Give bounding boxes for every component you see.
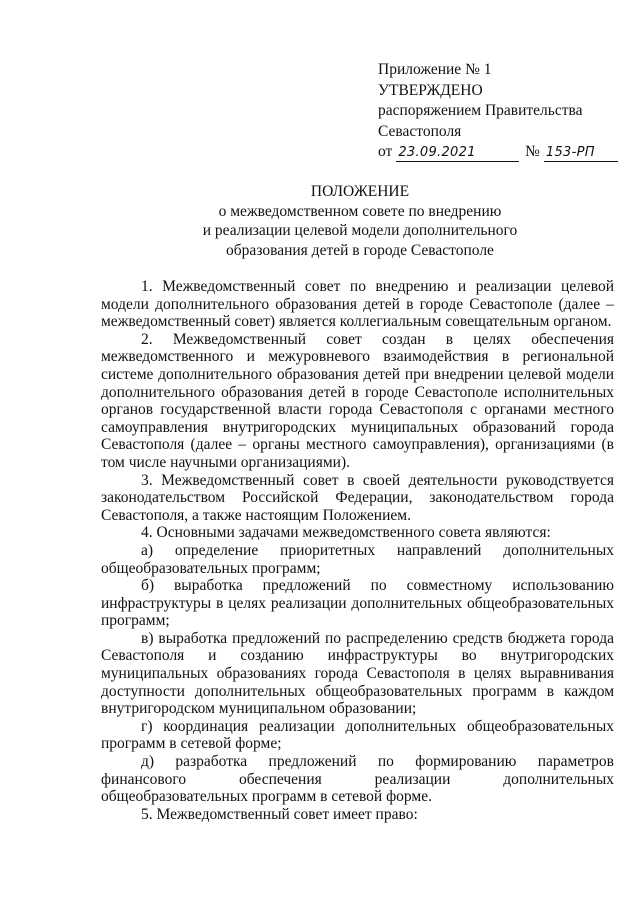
city-label: Севастополя <box>378 122 462 140</box>
from-label: от <box>378 143 393 160</box>
order-number: 153-РП <box>544 145 618 162</box>
order-label: распоряжением Правительства <box>378 102 583 119</box>
paragraph-3: 3. Межведомственный совет в своей деятельности руководствуется законодательством Российской Федерации, законодательством города Севастополя, а также настоящим Положением. <box>101 471 614 524</box>
paragraph-2: 2. Межведомственный совет создан в целях обеспечения межведомственного и межуровневого взаимодействия в региональной системе дополнительного образования детей при внедрении целевой модели дополнительного образования детей в городе Севастополе исполнительных органов государственной власти города Севастополя с органами местного самоуправления внутригородских муниципальных образований города Севастополя (далее – органы местного самоуправления), организациями (в том числе научными организациями). <box>101 330 614 471</box>
subitem-g: г) координация реализации дополнительных общеобразовательных программ в сетевой форме; <box>101 717 614 753</box>
order-date: 23.09.2021 <box>396 145 519 162</box>
title-line-3: образования детей в городе Севастополе <box>226 241 494 259</box>
subitem-b: б) выработка предложений по совместному использованию инфраструктуры в целях реализации дополнительных общеобразовательных программ; <box>101 577 614 630</box>
approval-stamp <box>378 60 618 163</box>
subitem-a: а) определение приоритетных направлений дополнительных общеобразовательных программ; <box>101 541 614 577</box>
title-line-1: о межведомственном совете по внедрению <box>218 202 502 220</box>
document-title <box>150 182 570 260</box>
paragraph-5: 5. Межведомственный совет имеет право: <box>141 805 418 823</box>
approved-label: УТВЕРЖДЕНО <box>378 81 483 99</box>
paragraph-4: 4. Основными задачами межведомственного совета являются: <box>141 524 551 542</box>
appendix-label: Приложение № 1 <box>378 61 492 78</box>
paragraph-1: 1. Межведомственный совет по внедрению и реализации целевой модели дополнительного образования детей в городе Севастополе (далее – межведомственный совет) является коллегиальным совещательным органом. <box>101 278 614 331</box>
number-label: № <box>525 143 540 160</box>
signature-row <box>378 142 618 163</box>
subitem-v: в) выработка предложений по распределению средств бюджета города Севастополя и созданию инфраструктуры во внутригородских муниципальных образованиях города Севастополя в целях выравнивания доступности дополнительных общеобразовательных программ в каждом внутригородском муниципальном образовании; <box>101 629 614 718</box>
title-heading: ПОЛОЖЕНИЕ <box>310 183 410 200</box>
title-line-2: и реализации целевой модели дополнительного <box>202 222 518 239</box>
document-body <box>101 278 614 823</box>
subitem-d: д) разработка предложений по формированию параметров финансового обеспечения реализации дополнительных общеобразовательных программ в сетевой форме. <box>101 753 614 806</box>
